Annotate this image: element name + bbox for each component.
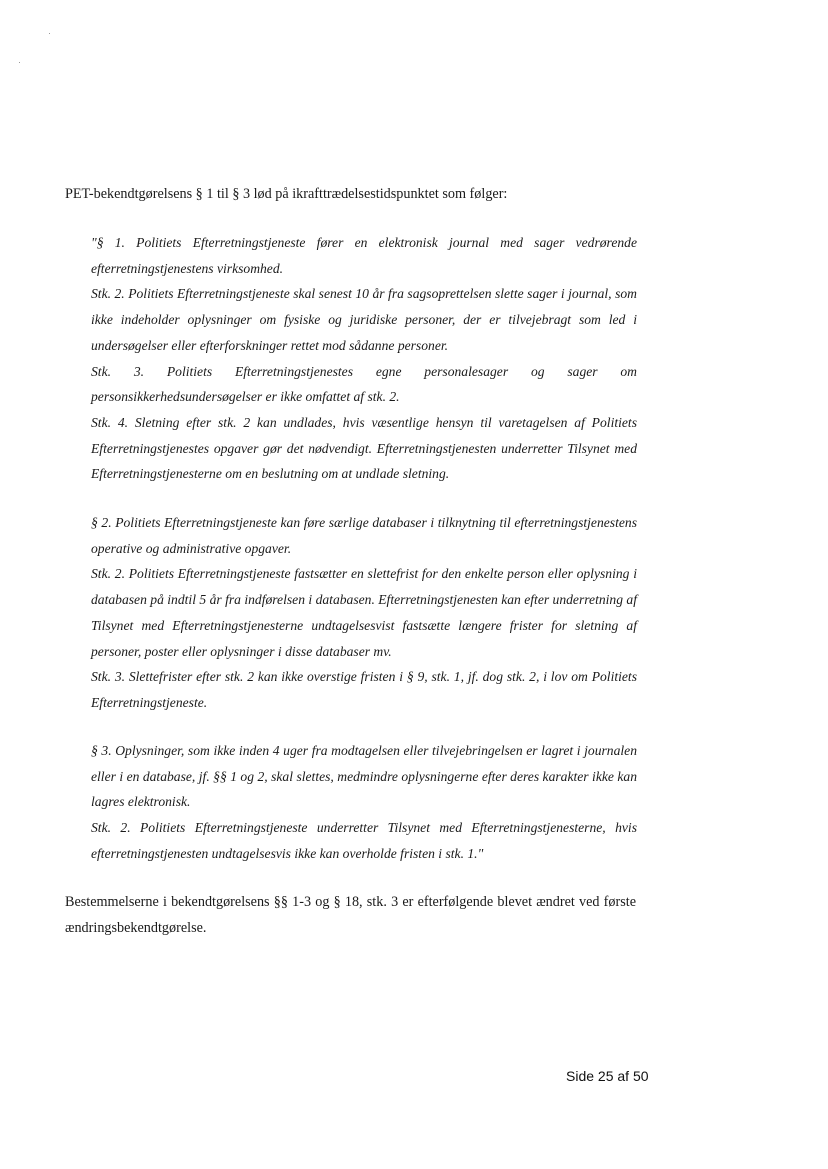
scan-speck <box>19 62 20 63</box>
scan-speck <box>49 33 50 34</box>
quote-paragraph: Stk. 2. Politiets Efterretningstjeneste skal senest 10 år fra sagsoprettelsen slette sager i journal, som ikke indeholder oplysninger om fysiske og juridiske personer, der er tilvejebragt som led i undersøgelser eller efterforskninger rettet mod sådanne personer. <box>91 286 637 353</box>
quote-paragraph: "§ 1. Politiets Efterretningstjeneste fører en elektronisk journal med sager vedrørende efterretningstjenestens virksomhed. <box>91 235 637 276</box>
quote-block-section-3 <box>91 738 637 867</box>
quote-block-section-1 <box>91 230 637 487</box>
quote-paragraph: Stk. 3. Slettefrister efter stk. 2 kan ikke overstige fristen i § 9, stk. 1, jf. dog stk. 2, i lov om Politiets Efterretningstjeneste. <box>91 669 637 710</box>
quote-paragraph: Stk. 3. Politiets Efterretningstjenestes egne personalesager og sager om personsikkerhedsundersøgelser er ikke omfattet af stk. 2. <box>91 363 637 405</box>
intro-paragraph: PET-bekendtgørelsens § 1 til § 3 lød på ikrafttrædelsestidspunktet som følger: <box>65 186 508 202</box>
quote-paragraph: § 2. Politiets Efterretningstjeneste kan føre særlige databaser i tilknytning til efterretningstjenestens operative og administrative opgaver. <box>91 515 637 556</box>
quote-paragraph: Stk. 2. Politiets Efterretningstjeneste underretter Tilsynet med Efterretningstjenesterne, hvis efterretningstjenesten undtagelsesvis ikke kan overholde fristen i stk. 1." <box>91 820 637 861</box>
page-number: Side 25 af 50 <box>566 1068 649 1084</box>
quote-paragraph: Stk. 4. Sletning efter stk. 2 kan undlades, hvis væsentlige hensyn til varetagelsen af Politiets Efterretningstjenestes opgaver gør det nødvendigt. Efterretningstjenesten underretter Tilsynet med Efterretningstjenesterne om en beslutning om at undlade sletning. <box>91 414 637 482</box>
closing-paragraph: Bestemmelserne i bekendtgørelsens §§ 1-3 og § 18, stk. 3 er efterfølgende blevet ændret ved første ændringsbekendtgørelse. <box>65 894 636 936</box>
quote-block-section-2 <box>91 510 637 716</box>
quote-paragraph: § 3. Oplysninger, som ikke inden 4 uger fra modtagelsen eller tilvejebringelsen er lagret i journalen eller i en database, jf. §§ 1 og 2, skal slettes, medmindre oplysningerne efter deres karakter ikke kan lagres elektronisk. <box>91 743 637 810</box>
quote-paragraph: Stk. 2. Politiets Efterretningstjeneste fastsætter en slettefrist for den enkelte person eller oplysning i databasen på indtil 5 år fra indførelsen i databasen. Efterretningstjenesten kan efter underretning af Tilsynet med Efterretningstjenesterne undtagelsesvist fastsætte længere frister for sletning af personer, poster eller oplysninger i disse databaser mv. <box>91 566 637 659</box>
